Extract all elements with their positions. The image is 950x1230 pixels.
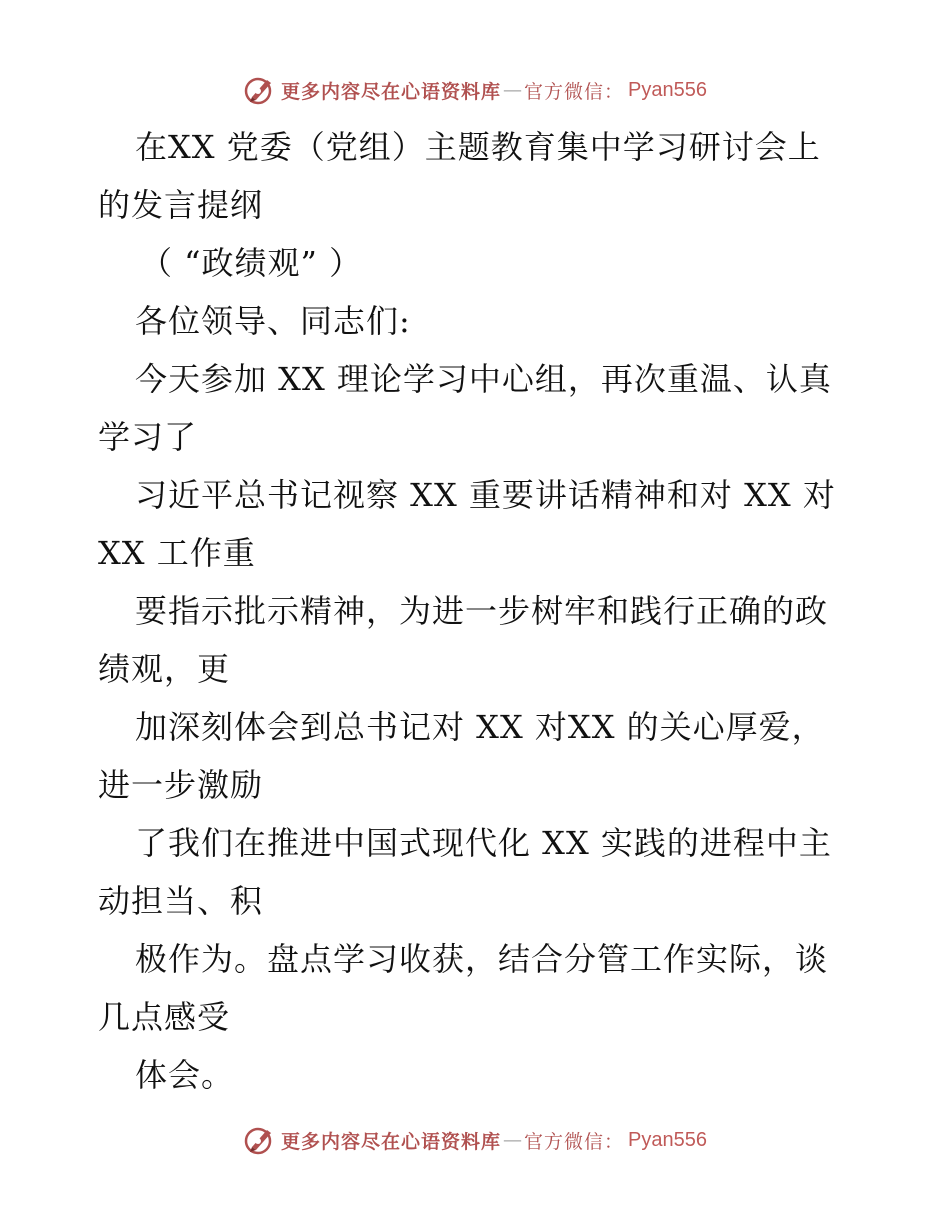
banner-separator: — [503,79,523,101]
document-body [0,118,950,1104]
doc-paragraph-line: 要指示批示精神，为进一步树牢和践行正确的政 [135,592,829,630]
banner-wechat-id: Pyan556 [628,1128,707,1151]
doc-paragraph-line: 学习了 [98,418,198,456]
doc-title-line-2: 的发言提纲 [98,186,264,224]
doc-paragraph-line: 习近平总书记视察 XX 重要讲话精神和对 XX 对 [135,476,836,514]
banner-separator: — [503,1129,523,1151]
doc-title-line-1: 在XX 党委（党组）主题教育集中学习研讨会上 [135,128,821,166]
banner-wechat-label: 官方微信： [524,1130,625,1153]
pen-logo-icon [243,73,277,107]
doc-paragraph-line: XX 工作重 [98,534,256,572]
doc-paragraph-line: 进一步激励 [98,766,264,804]
doc-paragraph-line: 了我们在推进中国式现代化 XX 实践的进程中主 [135,824,832,862]
doc-paragraph-line: 几点感受 [98,998,231,1036]
doc-paragraph-line: 今天参加 XX 理论学习中心组，再次重温、认真 [135,360,832,398]
doc-paragraph-line: 加深刻体会到总书记对 XX 对XX 的关心厚爱， [135,708,825,746]
footer-banner [0,1120,950,1160]
doc-paragraph-line: 动担当、积 [98,882,264,920]
doc-paragraph-line: 绩观，更 [98,650,231,688]
doc-paragraph-line: 极作为。盘点学习收获，结合分管工作实际，谈 [135,940,829,978]
pen-logo-icon [243,1123,277,1157]
header-banner [0,70,950,110]
doc-paragraph-line: 体会。 [135,1056,235,1094]
banner-text: 更多内容尽在心语资料库 [281,80,502,103]
doc-salutation: 各位领导、同志们: [135,302,411,340]
doc-subtitle: （ “政绩观” ） [140,244,363,282]
banner-wechat-label: 官方微信： [524,80,625,103]
banner-wechat-id: Pyan556 [628,78,707,101]
banner-text: 更多内容尽在心语资料库 [281,1130,502,1153]
